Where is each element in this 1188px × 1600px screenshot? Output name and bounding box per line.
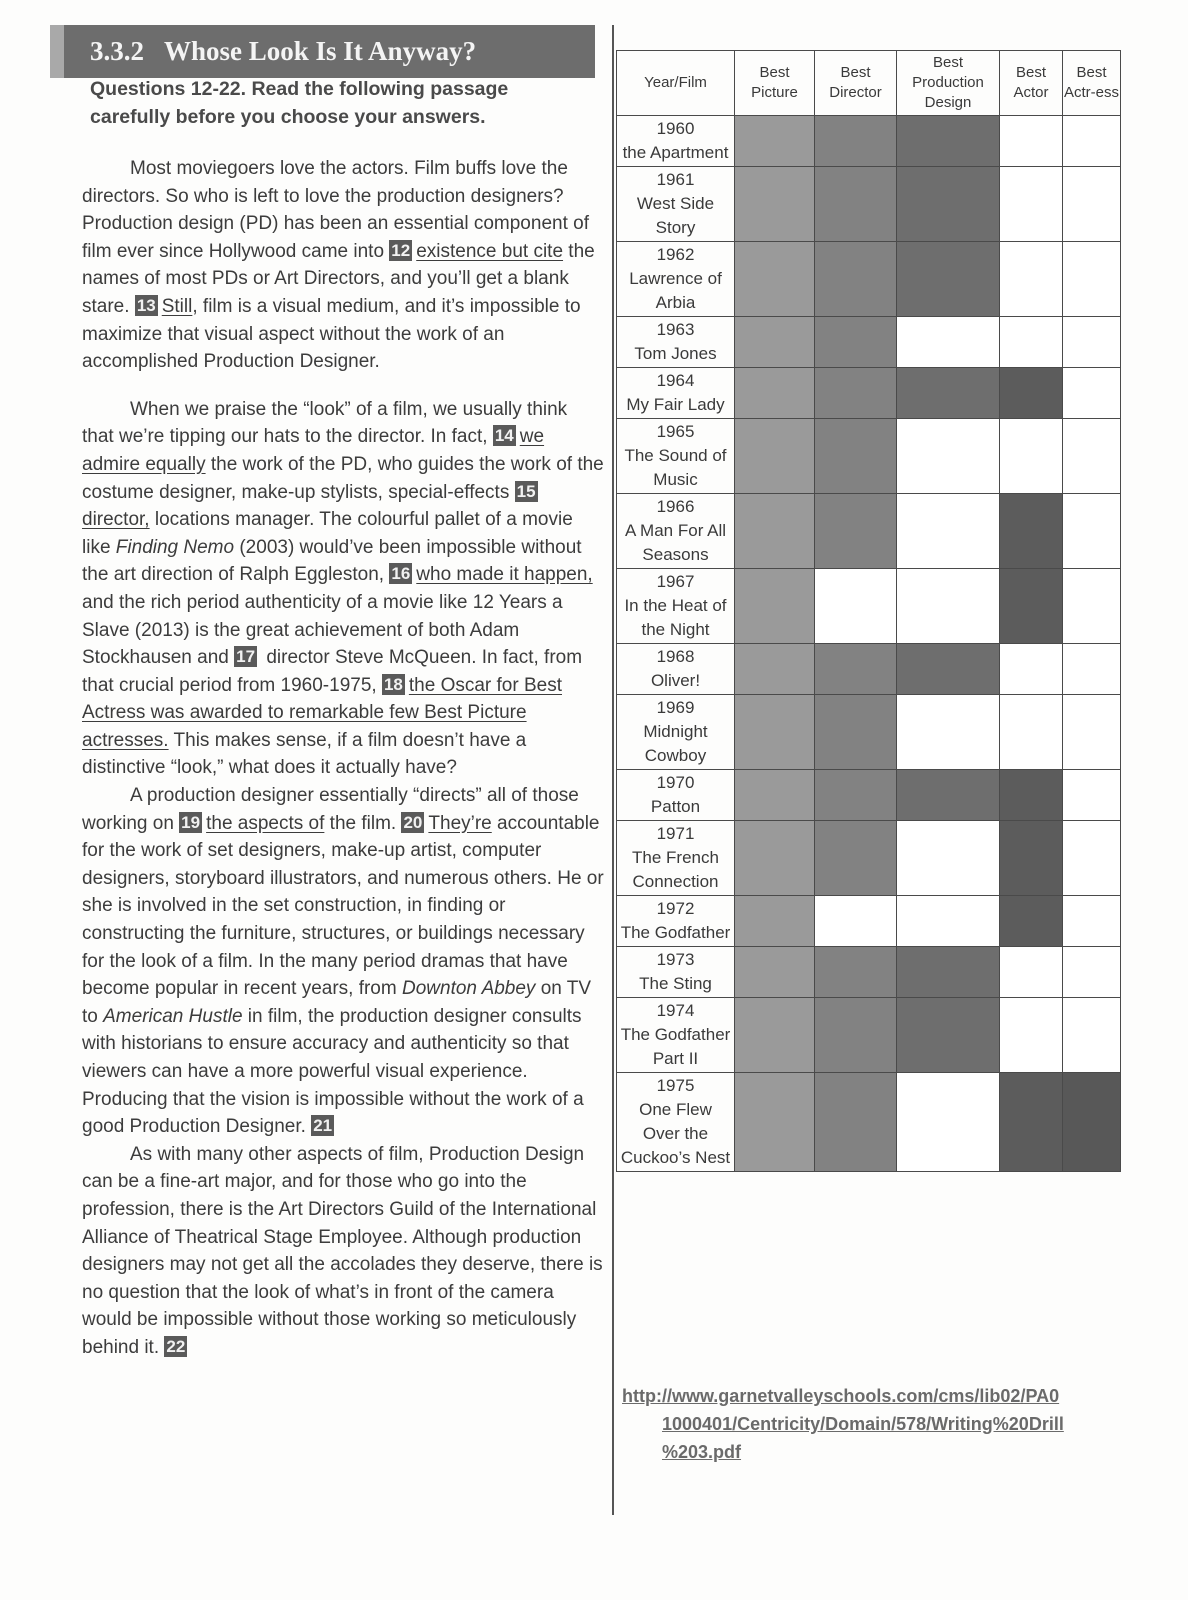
paragraph-1: Most moviegoers love the actors. Film buffs love the directors. So who is left to love the production designers? Production design (PD) has been an essential component of film ever since Hollywood came into 12 existence but cite the names of most PDs or Art Directors, and you’ll get a blank stare. 13 Still, film is a visual medium, and it’s impossible to maximize that visual aspect without the work of an accomplished Production Designer. [82, 158, 595, 373]
best-director-won-cell [815, 242, 897, 317]
paragraph-3: A production designer essentially “directs” all of those working on 19 the aspects of the film. 20 They’re accountable for the work of set designers, make-up artist, computer designers, storyboard illustrators, and numerous others. He or she is involved in the set construction, in finding or constructing the furniture, structures, or buildings necessary for the look of a film. In the many period dramas that have become popular in recent years, from Downton Abbey on TV to American Hustle in film, the production designer consults with historians to ensure accuracy and authenticity so that viewers can have a more powerful visual experience. Producing that the vision is impossible without the work of a good Production Designer. 21 [82, 785, 604, 1138]
film-year: 1963 [656, 320, 695, 339]
table-row [617, 116, 1121, 167]
table-row [617, 770, 1121, 821]
film-cell [617, 368, 735, 419]
film-title: The French Connection [632, 848, 719, 891]
best-actress-empty-cell [1063, 494, 1121, 569]
best-actor-empty-cell [1000, 998, 1063, 1073]
best-actress-empty-cell [1063, 821, 1121, 896]
film-year: 1973 [656, 950, 695, 969]
best-picture-won-cell [735, 770, 815, 821]
best-actress-empty-cell [1063, 947, 1121, 998]
best-picture-won-cell [735, 167, 815, 242]
table-row [617, 821, 1121, 896]
best-actress-empty-cell [1063, 770, 1121, 821]
best-director-won-cell [815, 644, 897, 695]
best-director-won-cell [815, 368, 897, 419]
film-title: Patton [650, 797, 701, 816]
best-picture-won-cell [735, 569, 815, 644]
underlined-phrase-20: They’re [428, 812, 492, 834]
table-row [617, 998, 1121, 1073]
italic-title-downton-abbey: Downton Abbey [402, 978, 536, 1000]
film-cell [617, 569, 735, 644]
paragraph-2: When we praise the “look” of a film, we usually think that we’re tipping our hats to the director. In fact, 14 we admire equally the work of the PD, who guides the work of the costume designer, make-up stylists, special-effects 15director, locations manager. The colourful pallet of a movie like Finding Nemo (2003) would’ve been impossible without the art direction of Ralph Eggleston, 16 who made it happen, and the rich period authenticity of a movie like 12 Years a Slave (2013) is the great achievement of both Adam Stockhausen and 17 director Steve McQueen. In fact, from that crucial period from 1960-1975, 18 the Oscar for Best Actress was awarded to remarkable few Best Picture actresses. This makes sense, if a film doesn’t have a distinctive “look,” what does it actually have? [82, 398, 604, 779]
best-director-won-cell [815, 317, 897, 368]
best-actor-won-cell [1000, 494, 1063, 569]
best-actor-empty-cell [1000, 695, 1063, 770]
best-actor-won-cell [1000, 821, 1063, 896]
best-actress-empty-cell [1063, 569, 1121, 644]
table-row [617, 1073, 1121, 1172]
section-header [50, 25, 595, 78]
best-actor-won-cell [1000, 569, 1063, 644]
best-production-design-won-cell [897, 947, 1000, 998]
table-row [617, 695, 1121, 770]
best-actor-empty-cell [1000, 419, 1063, 494]
table-row [617, 896, 1121, 947]
film-year: 1961 [656, 170, 695, 189]
best-production-design-won-cell [897, 770, 1000, 821]
italic-title-american-hustle: American Hustle [103, 1005, 243, 1027]
best-actress-empty-cell [1063, 167, 1121, 242]
column-divider [612, 25, 614, 1515]
film-year: 1968 [656, 647, 695, 666]
best-picture-won-cell [735, 1073, 815, 1172]
film-title: The Sting [639, 974, 712, 993]
film-title: My Fair Lady [626, 395, 725, 414]
section-title [90, 36, 476, 67]
best-picture-won-cell [735, 317, 815, 368]
best-picture-won-cell [735, 494, 815, 569]
best-director-empty-cell [815, 896, 897, 947]
best-production-design-empty-cell [897, 317, 1000, 368]
film-cell [617, 494, 735, 569]
film-cell [617, 167, 735, 242]
best-picture-won-cell [735, 644, 815, 695]
best-actor-won-cell [1000, 1073, 1063, 1172]
table-body [617, 116, 1121, 1172]
italic-title-finding-nemo: Finding Nemo [115, 536, 235, 558]
film-title: West Side Story [636, 194, 715, 237]
header-year-film: Year/Film [617, 51, 735, 116]
film-year: 1970 [656, 773, 695, 792]
film-title: Tom Jones [634, 344, 717, 363]
question-badge-15[interactable]: 15 [516, 481, 536, 501]
table-row [617, 368, 1121, 419]
best-actress-empty-cell [1063, 317, 1121, 368]
best-production-design-empty-cell [897, 494, 1000, 569]
passage [82, 155, 604, 1362]
question-badge-19[interactable]: 19 [181, 812, 201, 832]
question-badge-22[interactable]: 22 [166, 1336, 186, 1356]
header-best-production-design: Best Production Design [897, 51, 1000, 116]
question-badge-13[interactable]: 13 [136, 295, 156, 315]
best-picture-won-cell [735, 947, 815, 998]
best-picture-won-cell [735, 695, 815, 770]
film-cell [617, 419, 735, 494]
source-url-line-3[interactable]: %203.pdf [662, 1442, 742, 1462]
best-actress-empty-cell [1063, 644, 1121, 695]
instructions: Questions 12-22. Read the following passage carefully before you choose your answers. [90, 78, 509, 128]
film-title: A Man For All Seasons [624, 521, 727, 564]
best-production-design-won-cell [897, 644, 1000, 695]
film-cell [617, 770, 735, 821]
underlined-phrase-19: the aspects of [206, 812, 325, 834]
question-badge-20[interactable]: 20 [403, 812, 423, 832]
best-production-design-empty-cell [897, 695, 1000, 770]
film-cell [617, 695, 735, 770]
film-cell [617, 116, 735, 167]
film-title: Oliver! [650, 671, 701, 690]
header-best-picture: Best Picture [735, 51, 815, 116]
section-title-text: Whose Look Is It Anyway? [164, 36, 477, 66]
best-production-design-empty-cell [897, 821, 1000, 896]
film-cell [617, 821, 735, 896]
question-badge-21[interactable]: 21 [313, 1116, 333, 1136]
underlined-phrase-18: the Oscar for Best Actress was awarded to remarkable few Best Picture actresses. [82, 674, 562, 751]
film-cell [617, 242, 735, 317]
best-production-design-won-cell [897, 242, 1000, 317]
best-actor-empty-cell [1000, 317, 1063, 368]
best-picture-won-cell [735, 419, 815, 494]
film-title: the Apartment [622, 143, 729, 162]
best-director-won-cell [815, 419, 897, 494]
question-badge-12[interactable]: 12 [391, 240, 411, 260]
best-production-design-won-cell [897, 368, 1000, 419]
best-picture-won-cell [735, 368, 815, 419]
table-row [617, 317, 1121, 368]
film-title: The Godfather Part II [620, 1025, 731, 1068]
best-actor-empty-cell [1000, 947, 1063, 998]
table-header-row [617, 51, 1121, 116]
table-row [617, 167, 1121, 242]
table-row [617, 947, 1121, 998]
underlined-phrase-13: Still [161, 295, 193, 317]
question-badge-17[interactable]: 17 [236, 647, 256, 667]
film-year: 1971 [656, 824, 695, 843]
best-actor-empty-cell [1000, 242, 1063, 317]
best-picture-won-cell [735, 242, 815, 317]
best-actress-empty-cell [1063, 368, 1121, 419]
source-url-line-1[interactable]: http://www.garnetvalleyschools.com/cms/lib02/PA0 [622, 1386, 1060, 1406]
best-picture-won-cell [735, 998, 815, 1073]
film-title: Lawrence of Arbia [629, 269, 722, 312]
film-year: 1972 [656, 899, 695, 918]
film-title: In the Heat of the Night [624, 596, 727, 639]
best-actor-won-cell [1000, 770, 1063, 821]
best-director-won-cell [815, 695, 897, 770]
best-actress-empty-cell [1063, 419, 1121, 494]
section-number: 3.3.2 [90, 36, 144, 66]
best-director-won-cell [815, 494, 897, 569]
film-year: 1965 [656, 422, 695, 441]
best-actress-empty-cell [1063, 998, 1121, 1073]
film-year: 1975 [656, 1076, 695, 1095]
table-row [617, 569, 1121, 644]
question-badge-16[interactable]: 16 [391, 564, 411, 584]
best-production-design-won-cell [897, 167, 1000, 242]
underlined-phrase-15: director, [82, 509, 150, 531]
underlined-phrase-16: who made it happen, [416, 564, 593, 586]
best-picture-won-cell [735, 821, 815, 896]
best-production-design-won-cell [897, 998, 1000, 1073]
best-director-won-cell [815, 947, 897, 998]
best-production-design-empty-cell [897, 896, 1000, 947]
best-actress-empty-cell [1063, 896, 1121, 947]
best-director-won-cell [815, 116, 897, 167]
best-picture-won-cell [735, 896, 815, 947]
film-cell [617, 947, 735, 998]
film-year: 1962 [656, 245, 695, 264]
film-cell [617, 1073, 735, 1172]
best-actress-won-cell [1063, 1073, 1121, 1172]
best-director-won-cell [815, 821, 897, 896]
film-year: 1964 [656, 371, 695, 390]
question-badge-14[interactable]: 14 [494, 426, 514, 446]
paragraph-4: As with many other aspects of film, Production Design can be a fine-art major, and for those who go into the profession, there is the Art Directors Guild of the International Alliance of Theatrical Stage Employee. Although production designers may not get all the accolades they deserve, there is no question that the look of what’s in front of the camera would be impossible without those working so meticulously behind it. 22 [82, 1143, 603, 1358]
source-link[interactable] [622, 1382, 1122, 1466]
best-actress-empty-cell [1063, 695, 1121, 770]
best-actor-empty-cell [1000, 167, 1063, 242]
best-picture-won-cell [735, 116, 815, 167]
film-year: 1974 [656, 1001, 695, 1020]
source-url-line-2[interactable]: 1000401/Centricity/Domain/578/Writing%20Drill [662, 1414, 1064, 1434]
best-director-won-cell [815, 998, 897, 1073]
best-production-design-empty-cell [897, 569, 1000, 644]
header-best-actress: Best Actr-ess [1063, 51, 1121, 116]
oscar-awards-table [616, 50, 1121, 1172]
table-row [617, 419, 1121, 494]
best-production-design-won-cell [897, 116, 1000, 167]
film-title: One Flew Over the Cuckoo’s Nest [620, 1100, 731, 1167]
film-year: 1966 [656, 497, 695, 516]
table-row [617, 242, 1121, 317]
best-actor-won-cell [1000, 368, 1063, 419]
best-production-design-empty-cell [897, 1073, 1000, 1172]
best-director-empty-cell [815, 569, 897, 644]
film-cell [617, 644, 735, 695]
table-row [617, 644, 1121, 695]
best-actor-won-cell [1000, 896, 1063, 947]
best-actress-empty-cell [1063, 242, 1121, 317]
film-cell [617, 998, 735, 1073]
underlined-phrase-14: we admire equally [82, 426, 545, 475]
best-director-won-cell [815, 1073, 897, 1172]
header-best-actor: Best Actor [1000, 51, 1063, 116]
film-cell [617, 317, 735, 368]
best-actor-empty-cell [1000, 116, 1063, 167]
table-row [617, 494, 1121, 569]
question-badge-18[interactable]: 18 [383, 674, 403, 694]
film-year: 1960 [656, 119, 695, 138]
best-actress-empty-cell [1063, 116, 1121, 167]
film-cell [617, 896, 735, 947]
best-production-design-empty-cell [897, 419, 1000, 494]
film-title: The Godfather [620, 923, 731, 942]
header-accent-strip [50, 25, 64, 78]
best-actor-empty-cell [1000, 644, 1063, 695]
film-title: Midnight Cowboy [643, 722, 708, 765]
film-title: The Sound of Music [624, 446, 727, 489]
best-director-won-cell [815, 770, 897, 821]
header-best-director: Best Director [815, 51, 897, 116]
film-year: 1969 [656, 698, 695, 717]
best-director-won-cell [815, 167, 897, 242]
film-year: 1967 [656, 572, 695, 591]
underlined-phrase-12: existence but cite [416, 240, 564, 262]
